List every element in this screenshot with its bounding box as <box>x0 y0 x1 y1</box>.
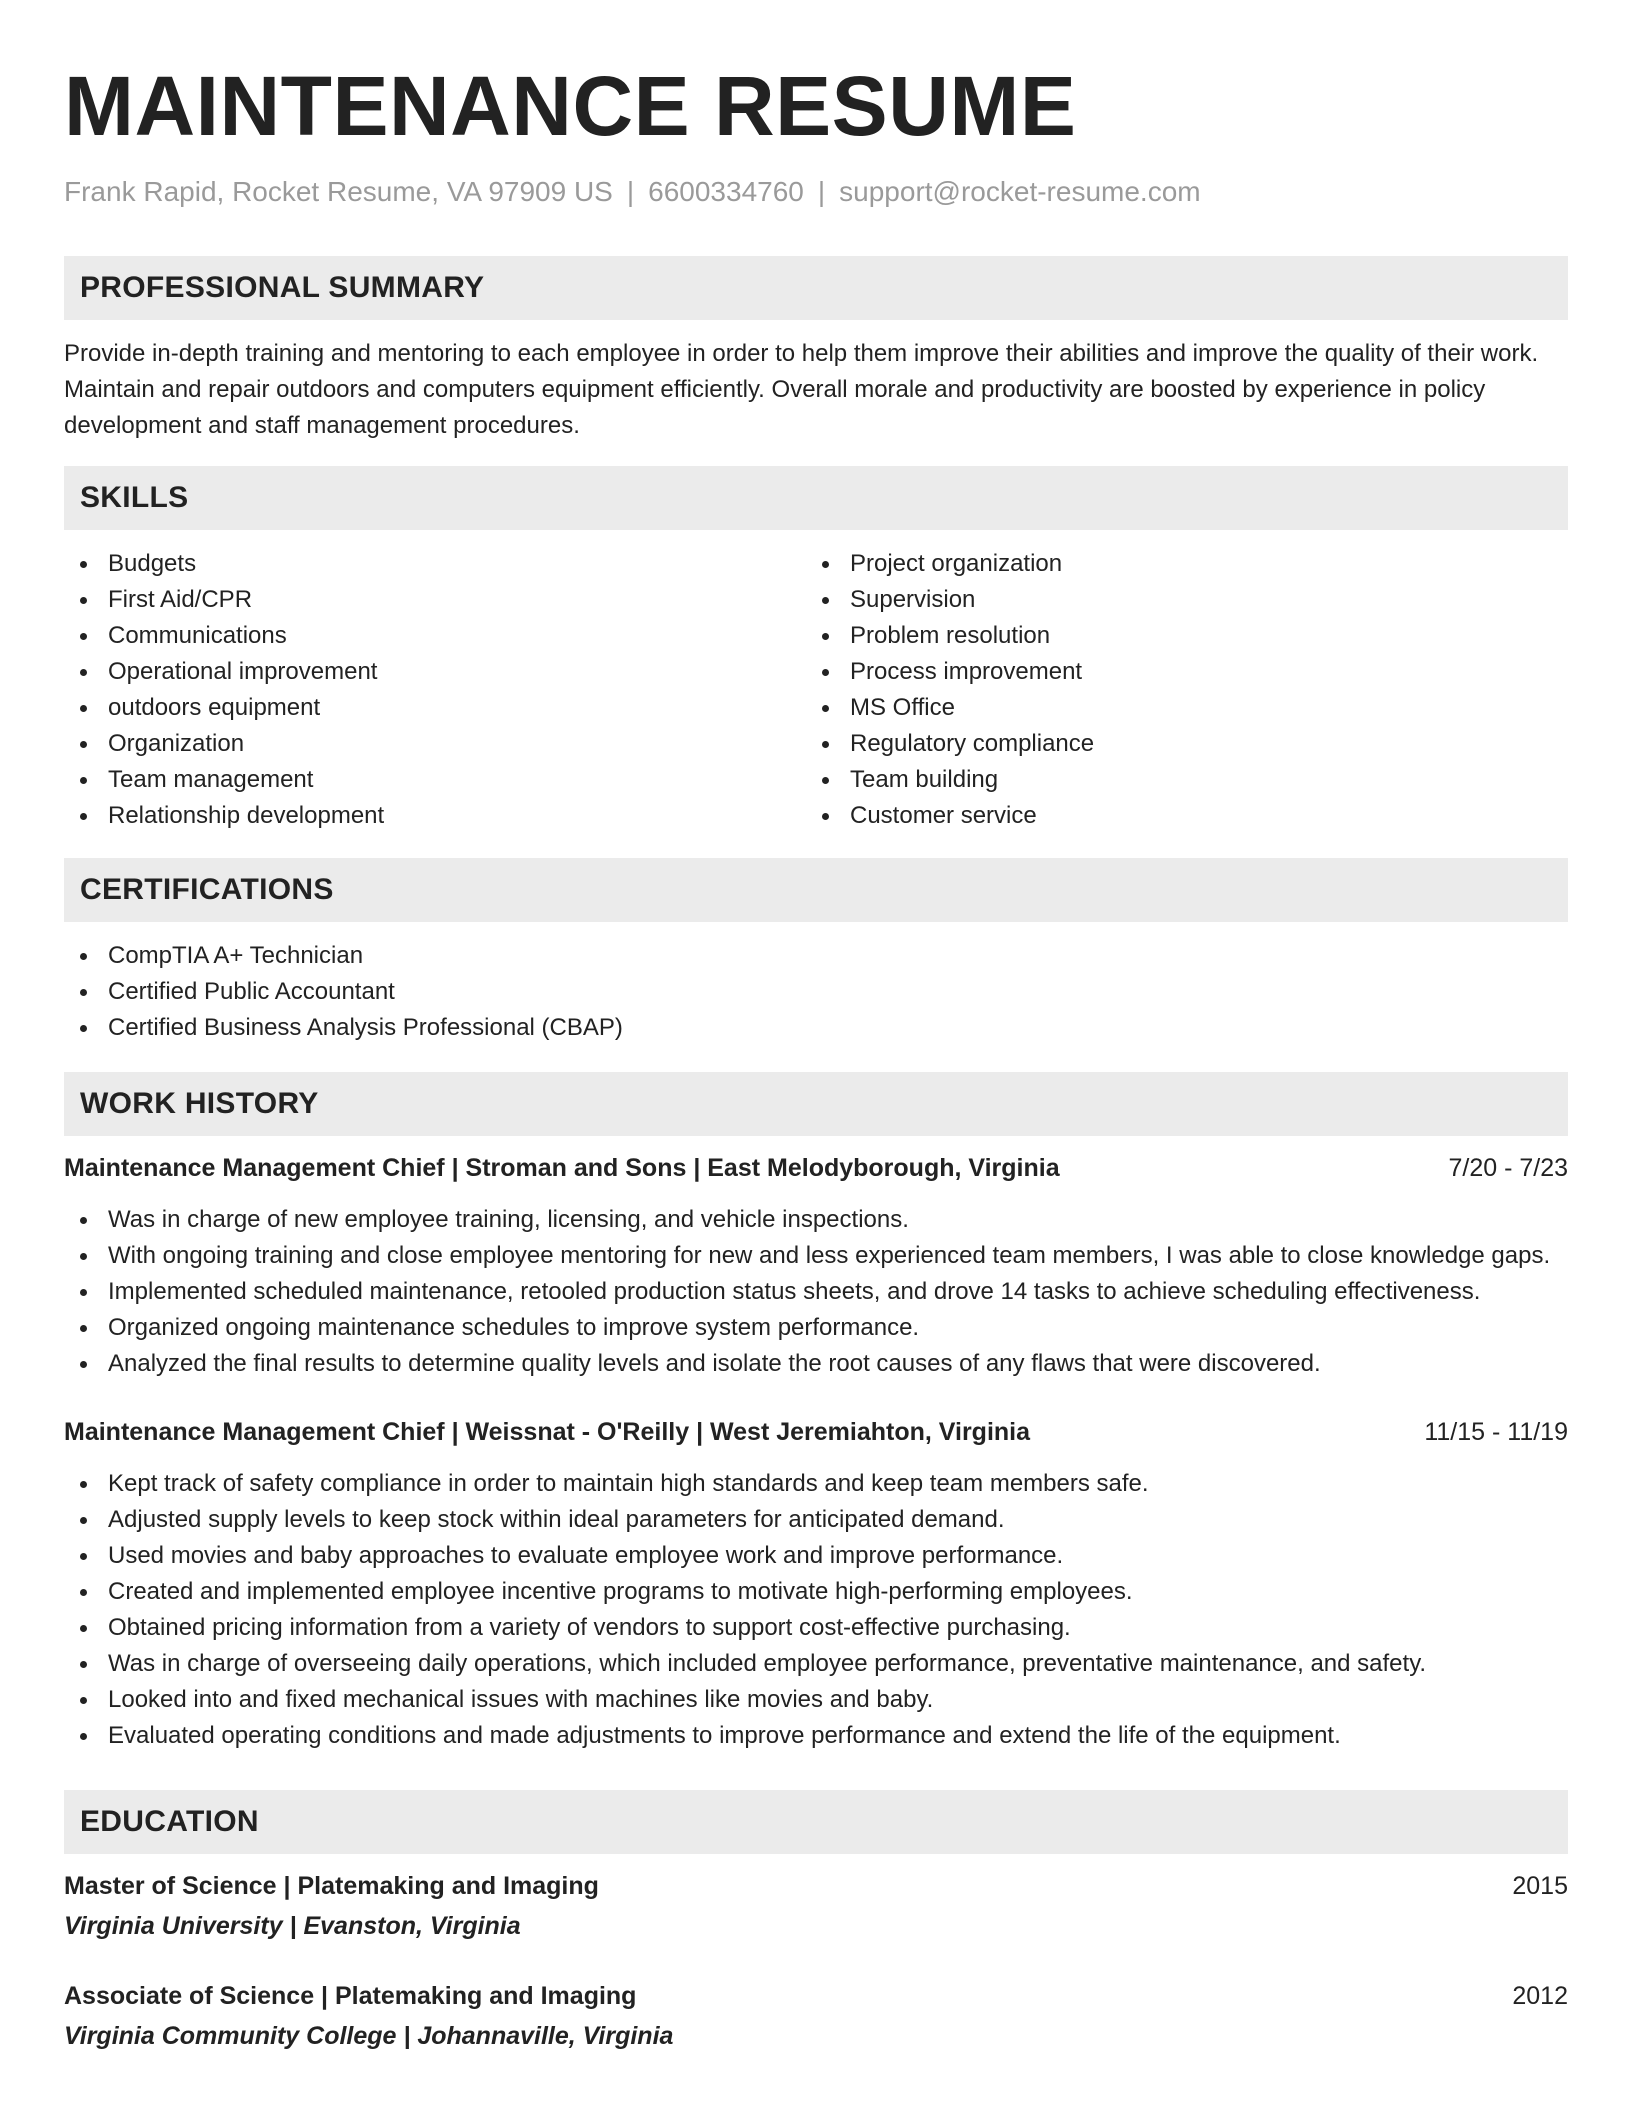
skill-item: outdoors equipment <box>64 690 806 726</box>
job-bullet: Was in charge of overseeing daily operations, which included employee performance, preventative maintenance, and safety. <box>64 1646 1568 1682</box>
work-history-heading: WORK HISTORY <box>64 1072 1568 1136</box>
contact-email: support@rocket-resume.com <box>839 176 1201 207</box>
job-bullet: Obtained pricing information from a variety of vendors to support cost-effective purchasing. <box>64 1610 1568 1646</box>
skill-item: MS Office <box>806 690 1548 726</box>
job-bullet: Evaluated operating conditions and made adjustments to improve performance and extend the life of the equipment. <box>64 1718 1568 1754</box>
skill-item: Customer service <box>806 798 1548 834</box>
skills-heading: SKILLS <box>64 466 1568 530</box>
education-header <box>64 1868 1568 1904</box>
education-year: 2012 <box>1512 1982 1568 2010</box>
job-bullet: Adjusted supply levels to keep stock within ideal parameters for anticipated demand. <box>64 1502 1568 1538</box>
job-bullet: Kept track of safety compliance in order to maintain high standards and keep team members safe. <box>64 1466 1568 1502</box>
skill-item: Problem resolution <box>806 618 1548 654</box>
job-bullet: Used movies and baby approaches to evaluate employee work and improve performance. <box>64 1538 1568 1574</box>
skill-item: Team building <box>806 762 1548 798</box>
job-bullet: With ongoing training and close employee mentoring for new and less experienced team members, I was able to close knowledge gaps. <box>64 1238 1568 1274</box>
skill-item: Process improvement <box>806 654 1548 690</box>
skill-item: Organization <box>64 726 806 762</box>
skill-item: Supervision <box>806 582 1548 618</box>
summary-text: Provide in-depth training and mentoring to each employee in order to help them improve their abilities and improve the quality of their work. Maintain and repair outdoors and computers equipment efficiently. Overall morale and productivity are boosted by experience in policy development and staff management procedures. <box>64 340 1539 439</box>
job-entry <box>64 1150 1568 1382</box>
job-header <box>64 1414 1568 1450</box>
contact-separator: | <box>626 176 635 207</box>
skills-left-list <box>64 546 806 834</box>
job-bullet: Created and implemented employee incentive programs to motivate high-performing employees. <box>64 1574 1568 1610</box>
job-dates: 11/15 - 11/19 <box>1424 1418 1568 1446</box>
skill-item: Communications <box>64 618 806 654</box>
job-dates: 7/20 - 7/23 <box>1448 1154 1568 1182</box>
summary-heading: PROFESSIONAL SUMMARY <box>64 256 1568 320</box>
contact-separator: | <box>817 176 826 207</box>
certification-item: Certified Business Analysis Professional (CBAP) <box>64 1010 1568 1046</box>
skill-item: First Aid/CPR <box>64 582 806 618</box>
skill-item: Budgets <box>64 546 806 582</box>
education-school: Virginia Community College | Johannaville, Virginia <box>64 2022 674 2050</box>
job-bullet: Was in charge of new employee training, licensing, and vehicle inspections. <box>64 1202 1568 1238</box>
education-entry <box>64 1978 1568 2054</box>
certifications-heading: CERTIFICATIONS <box>64 858 1568 922</box>
contact-line <box>64 174 1568 210</box>
education-heading: EDUCATION <box>64 1790 1568 1854</box>
education-year: 2015 <box>1512 1872 1568 1900</box>
job-entry <box>64 1414 1568 1754</box>
education-degree: Associate of Science | Platemaking and Imaging <box>64 1982 637 2010</box>
job-bullets <box>64 1202 1568 1382</box>
job-bullet: Looked into and fixed mechanical issues with machines like movies and baby. <box>64 1682 1568 1718</box>
job-bullets <box>64 1466 1568 1754</box>
certification-item: CompTIA A+ Technician <box>64 938 1568 974</box>
education-entry <box>64 1868 1568 1944</box>
education-header <box>64 1978 1568 2014</box>
skill-item: Operational improvement <box>64 654 806 690</box>
job-bullet: Analyzed the final results to determine quality levels and isolate the root causes of any flaws that were discovered. <box>64 1346 1568 1382</box>
skill-item: Project organization <box>806 546 1548 582</box>
education-degree: Master of Science | Platemaking and Imaging <box>64 1872 599 1900</box>
job-title: Maintenance Management Chief | Weissnat - O'Reilly | West Jeremiahton, Virginia <box>64 1418 1031 1446</box>
skill-item: Team management <box>64 762 806 798</box>
contact-address: Frank Rapid, Rocket Resume, VA 97909 US <box>64 176 613 207</box>
skills-right-list <box>806 546 1548 834</box>
certification-item: Certified Public Accountant <box>64 974 1568 1010</box>
job-bullet: Organized ongoing maintenance schedules to improve system performance. <box>64 1310 1568 1346</box>
resume-page <box>64 0 1568 2054</box>
skills-grid <box>64 546 1568 834</box>
resume-title: MAINTENANCE RESUME <box>64 59 1077 153</box>
certifications-list <box>64 938 1568 1046</box>
skill-item: Regulatory compliance <box>806 726 1548 762</box>
education-school: Virginia University | Evanston, Virginia <box>64 1912 521 1940</box>
job-header <box>64 1150 1568 1186</box>
job-bullet: Implemented scheduled maintenance, retooled production status sheets, and drove 14 tasks to achieve scheduling effectiveness. <box>64 1274 1568 1310</box>
skill-item: Relationship development <box>64 798 806 834</box>
contact-phone: 6600334760 <box>648 176 804 207</box>
job-title: Maintenance Management Chief | Stroman and Sons | East Melodyborough, Virginia <box>64 1154 1060 1182</box>
